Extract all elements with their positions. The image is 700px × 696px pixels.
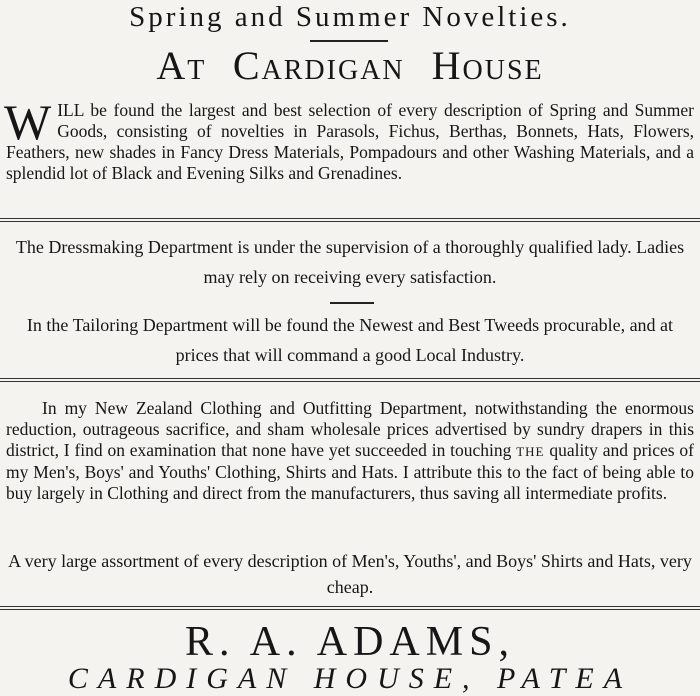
section-divider-1 <box>0 218 700 222</box>
section-divider-3 <box>0 606 700 610</box>
clothing-text-1: In my New Zealand Clothing and Outfitting Department, notwithstanding the enormous reduction, outrageous sacrifice, and sham wholesale prices advertised by sundry drapers in this district, I find on examination that none have yet succeeded in touching <box>6 398 694 460</box>
clothing-paragraph <box>6 398 694 504</box>
dressmaking-notice: The Dressmaking Department is under the supervision of a thoroughly qualified lady. Ladies may rely on receiving every satisfaction. <box>15 237 685 287</box>
subhead <box>0 43 700 89</box>
subhead-cardigan-rest: ARDIGAN <box>261 55 405 86</box>
proprietor-name: R. A. ADAMS, <box>185 619 515 665</box>
notice-divider <box>330 302 374 304</box>
subhead-cardigan-initial: C <box>232 43 262 88</box>
subhead-at-initial: A <box>156 43 188 88</box>
subhead-house-initial: H <box>431 43 463 88</box>
intro-paragraph <box>4 94 694 184</box>
tailoring-notice: In the Tailoring Department will be found the Newest and Best Tweeds procurable, and at prices that will command a good Local Industry. <box>26 315 674 365</box>
headline-divider <box>310 40 388 42</box>
proprietor-address: CARDIGAN HOUSE, PATEA <box>67 662 633 695</box>
headline: Spring and Summer Novelties. <box>129 1 571 33</box>
clothing-the: THE <box>516 444 545 459</box>
assortment-notice: A very large assortment of every description of Men's, Youths', and Boys' Shirts and Hats, very cheap. <box>8 551 692 597</box>
intro-dropcap: W <box>4 94 52 150</box>
subhead-house-rest: OUSE <box>462 55 544 86</box>
section-divider-2 <box>0 378 700 382</box>
intro-text: ILL be found the largest and best selection of every description of Spring and Summer Goods, consisting of novelties in Parasols, Fichus, Berthas, Bonnets, Hats, Flowers, Feathers, new shades in Fancy Dress Materials, Pompadours and other Washing Materials, and a splendid lot of Black and Evening Silks and Grenadines. <box>6 100 694 183</box>
subhead-at-rest: T <box>187 55 206 86</box>
clothing-text-2: quality and prices of my Men's, Boys' and Youths' Clothing, Shirts and Hats. I attribute this to the fact of being able to buy largely in Clothing and direct from the manufacturers, thus saving all intermediate profits. <box>6 440 694 503</box>
